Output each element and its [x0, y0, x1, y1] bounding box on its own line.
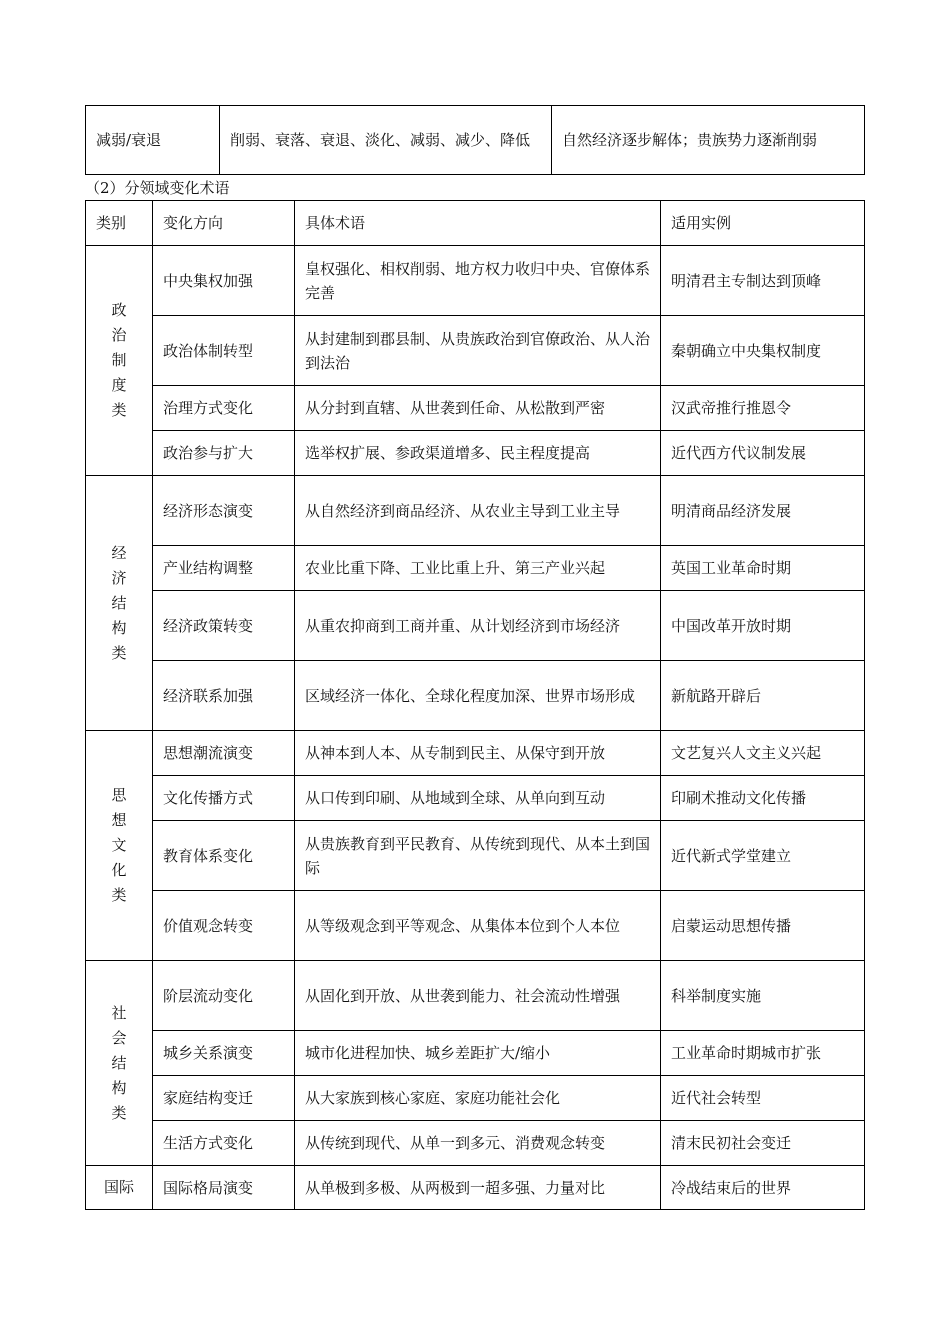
table-row — [86, 1166, 865, 1210]
table-row — [86, 1076, 865, 1121]
example-cell: 英国工业革命时期 — [661, 546, 865, 591]
direction-cell: 经济联系加强 — [153, 661, 295, 731]
terms-cell: 皇权强化、相权削弱、地方权力收归中央、官僚体系完善 — [295, 246, 661, 316]
category-label: 社会结构类 — [111, 1003, 127, 1122]
direction-cell: 政治参与扩大 — [153, 431, 295, 476]
terms-cell: 农业比重下降、工业比重上升、第三产业兴起 — [295, 546, 661, 591]
example-cell: 启蒙运动思想传播 — [661, 891, 865, 961]
direction-cell: 国际格局演变 — [153, 1166, 295, 1210]
direction-cell: 经济形态演变 — [153, 476, 295, 546]
direction-cell: 产业结构调整 — [153, 546, 295, 591]
example-cell: 近代社会转型 — [661, 1076, 865, 1121]
header-direction: 变化方向 — [153, 201, 295, 246]
terms-cell: 从贵族教育到平民教育、从传统到现代、从本土到国际 — [295, 821, 661, 891]
terms-cell: 从神本到人本、从专制到民主、从保守到开放 — [295, 731, 661, 776]
table-row — [86, 386, 865, 431]
example-cell: 冷战结束后的世界 — [661, 1166, 865, 1210]
direction-cell: 阶层流动变化 — [153, 961, 295, 1031]
section-heading: （2）分领域变化术语 — [85, 179, 230, 197]
terms-cell: 从等级观念到平等观念、从集体本位到个人本位 — [295, 891, 661, 961]
terms-cell: 从单极到多极、从两极到一超多强、力量对比 — [295, 1166, 661, 1210]
header-terms: 具体术语 — [295, 201, 661, 246]
category-cell — [86, 1166, 153, 1210]
direction-cell: 生活方式变化 — [153, 1121, 295, 1166]
example-cell: 明清商品经济发展 — [661, 476, 865, 546]
table-row — [86, 546, 865, 591]
category-cell — [86, 731, 153, 961]
type-cell: 减弱/衰退 — [86, 106, 220, 175]
direction-cell: 教育体系变化 — [153, 821, 295, 891]
example-cell: 工业革命时期城市扩张 — [661, 1031, 865, 1076]
table-row — [86, 476, 865, 546]
terms-cell: 从自然经济到商品经济、从农业主导到工业主导 — [295, 476, 661, 546]
table-row — [86, 1031, 865, 1076]
direction-cell: 经济政策转变 — [153, 591, 295, 661]
direction-cell: 价值观念转变 — [153, 891, 295, 961]
category-label: 国际 — [103, 1178, 134, 1196]
example-cell: 印刷术推动文化传播 — [661, 776, 865, 821]
direction-cell: 家庭结构变迁 — [153, 1076, 295, 1121]
terms-cell: 从大家族到核心家庭、家庭功能社会化 — [295, 1076, 661, 1121]
category-cell — [86, 961, 153, 1166]
category-label: 思想文化类 — [111, 786, 127, 904]
direction-cell: 文化传播方式 — [153, 776, 295, 821]
table-row — [86, 776, 865, 821]
example-cell: 科举制度实施 — [661, 961, 865, 1031]
table-row — [86, 591, 865, 661]
table-row — [86, 1121, 865, 1166]
header-row — [86, 201, 865, 246]
header-category: 类别 — [86, 201, 153, 246]
example-cell: 清末民初社会变迁 — [661, 1121, 865, 1166]
example-cell: 汉武帝推行推恩令 — [661, 386, 865, 431]
table-row — [86, 661, 865, 731]
terms-cell: 从封建制到郡县制、从贵族政治到官僚政治、从人治到法治 — [295, 316, 661, 386]
example-cell: 近代西方代议制发展 — [661, 431, 865, 476]
top-table — [85, 105, 865, 175]
example-cell: 秦朝确立中央集权制度 — [661, 316, 865, 386]
direction-cell: 政治体制转型 — [153, 316, 295, 386]
table-row — [86, 961, 865, 1031]
direction-cell: 思想潮流演变 — [153, 731, 295, 776]
direction-cell: 城乡关系演变 — [153, 1031, 295, 1076]
terms-cell: 从口传到印刷、从地域到全球、从单向到互动 — [295, 776, 661, 821]
terms-cell: 从传统到现代、从单一到多元、消费观念转变 — [295, 1121, 661, 1166]
table-row — [86, 731, 865, 776]
header-example: 适用实例 — [661, 201, 865, 246]
terms-cell: 选举权扩展、参政渠道增多、民主程度提高 — [295, 431, 661, 476]
direction-cell: 治理方式变化 — [153, 386, 295, 431]
table-row — [86, 246, 865, 316]
terms-cell: 从重农抑商到工商并重、从计划经济到市场经济 — [295, 591, 661, 661]
category-label: 政治制度类 — [111, 301, 127, 419]
example-cell: 新航路开辟后 — [661, 661, 865, 731]
table-row — [86, 431, 865, 476]
terms-cell: 区域经济一体化、全球化程度加深、世界市场形成 — [295, 661, 661, 731]
example-cell: 中国改革开放时期 — [661, 591, 865, 661]
table-row — [86, 891, 865, 961]
terms-cell: 从固化到开放、从世袭到能力、社会流动性增强 — [295, 961, 661, 1031]
field-terms-table — [85, 200, 865, 1210]
category-label: 经济结构类 — [111, 543, 127, 662]
example-cell: 文艺复兴人文主义兴起 — [661, 731, 865, 776]
table-row — [86, 316, 865, 386]
terms-cell: 削弱、衰落、衰退、淡化、减弱、减少、降低 — [220, 106, 552, 175]
direction-cell: 中央集权加强 — [153, 246, 295, 316]
table-row — [86, 106, 865, 175]
category-cell — [86, 246, 153, 476]
example-cell: 明清君主专制达到顶峰 — [661, 246, 865, 316]
table-row — [86, 821, 865, 891]
category-cell — [86, 476, 153, 731]
example-cell: 近代新式学堂建立 — [661, 821, 865, 891]
example-cell: 自然经济逐步解体；贵族势力逐渐削弱 — [552, 106, 865, 175]
terms-cell: 从分封到直辖、从世袭到任命、从松散到严密 — [295, 386, 661, 431]
terms-cell: 城市化进程加快、城乡差距扩大/缩小 — [295, 1031, 661, 1076]
